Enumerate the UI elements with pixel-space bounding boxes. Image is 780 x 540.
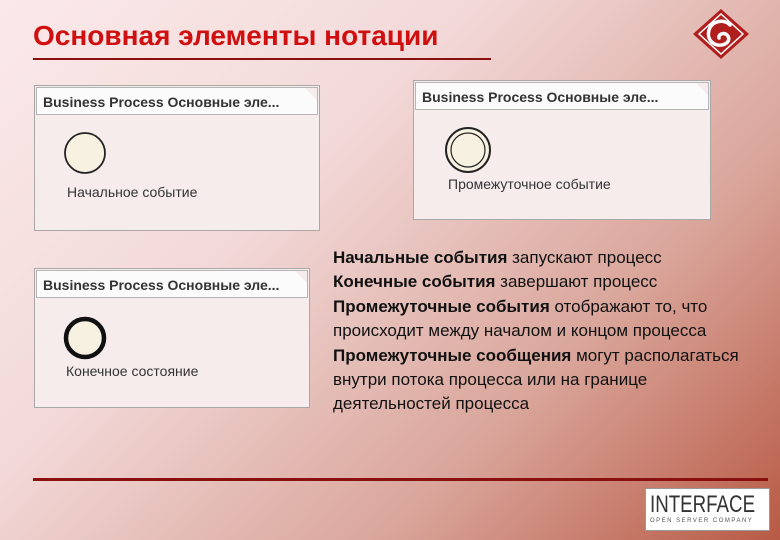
diagram-card-header-text: Business Process Основные эле... <box>422 89 659 105</box>
diagram-card-end-event <box>34 268 310 408</box>
end-event-label: Конечное состояние <box>66 363 199 379</box>
desc-message-text: могут располагаться внутри потока процесса или на границе деятельностей процесса <box>333 345 739 414</box>
diagram-card-intermediate-event <box>413 80 711 220</box>
company-logo-icon <box>692 8 750 60</box>
desc-start-term: Начальные события <box>333 248 508 267</box>
intermediate-event-icon <box>444 126 492 174</box>
diagram-card-header <box>36 270 308 298</box>
brand-name: INTERFACE <box>650 491 756 518</box>
brand-logo <box>645 488 770 531</box>
desc-message-term: Промежуточные сообщения <box>333 345 572 365</box>
slide-title: Основная элементы нотации <box>33 20 439 51</box>
intermediate-event-label: Промежуточное событие <box>448 176 611 192</box>
start-event-label: Начальное событие <box>67 184 198 200</box>
desc-intermediate-term: Промежуточные события <box>333 296 550 316</box>
end-event-icon <box>62 315 108 361</box>
start-event-icon <box>63 131 107 175</box>
diagram-card-header <box>415 82 709 110</box>
desc-end-term: Конечные события <box>333 272 496 292</box>
diagram-card-start-event <box>34 85 320 231</box>
brand-tagline: OPEN SERVER COMPANY <box>650 518 754 524</box>
diagram-card-header-text: Business Process Основные эле... <box>43 277 280 293</box>
diagram-card-header-text: Business Process Основные эле... <box>43 94 280 110</box>
title-underline <box>33 58 491 60</box>
desc-start-text: запускают процесс <box>507 248 662 267</box>
desc-end-text: завершают процесс <box>495 272 658 292</box>
desc-intermediate-text: отображают то, что происходит между началом и концом процесса <box>333 296 708 341</box>
diagram-card-header <box>36 87 318 115</box>
footer-rule <box>33 478 768 481</box>
description-text <box>333 246 763 417</box>
